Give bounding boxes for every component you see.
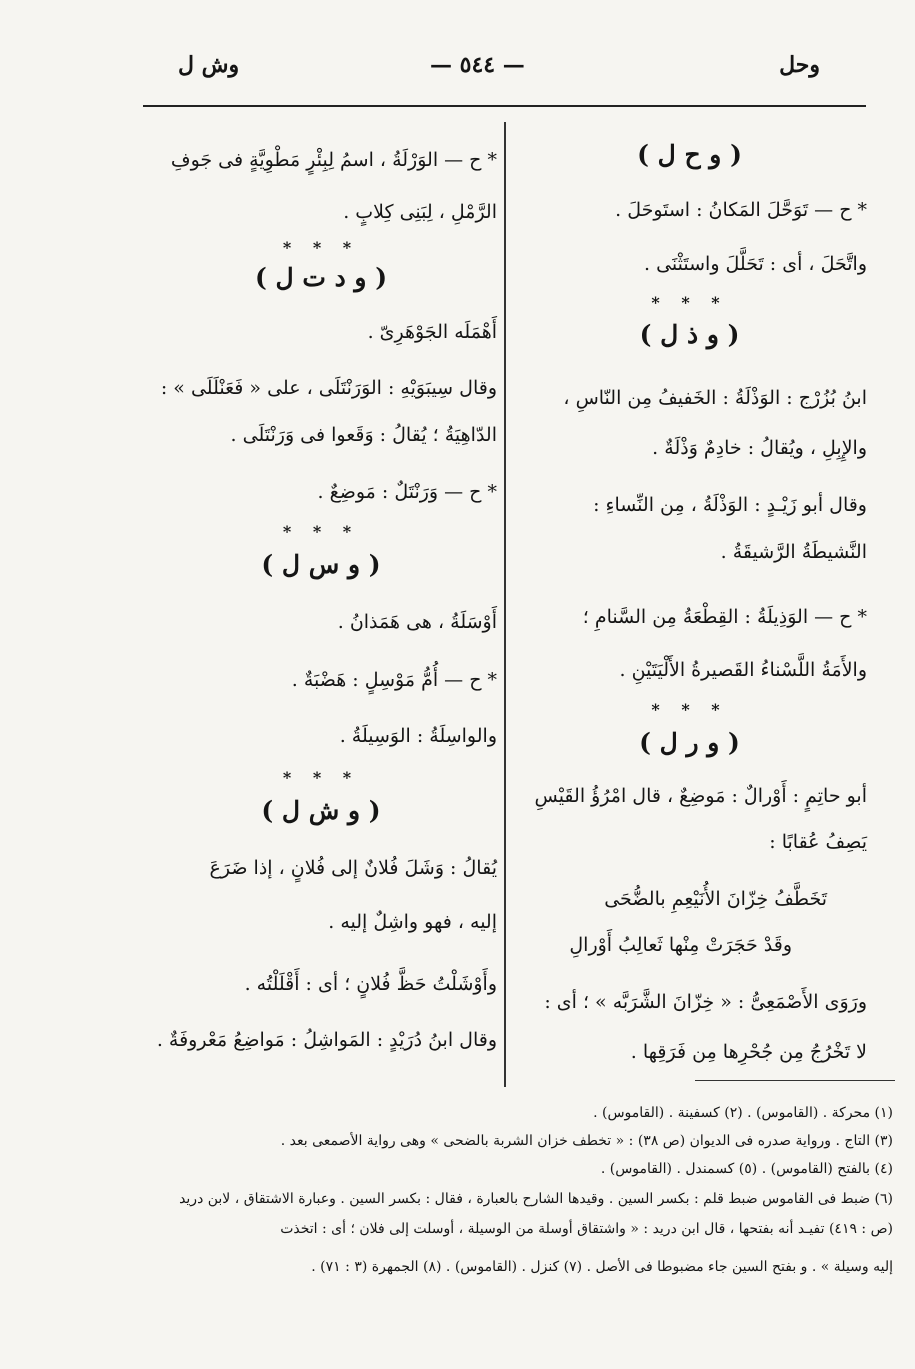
column-divider bbox=[504, 122, 506, 1087]
section-separator: * * * bbox=[282, 768, 360, 787]
text-line: والأَمَةُ اللَّسْناءُ القَصيرةُ الأَلْيَتَيْنِ . bbox=[619, 659, 867, 681]
page-number: — ٥٤٤ — bbox=[430, 52, 525, 78]
footnote-line: (ص : ٤١٩) تفيـد أنه بفتحها ، قال ابن دريد : « واشتقاق أوسلة من الوسيلة ، أوسلت إلى فلان ؛ أى : اتخذت bbox=[280, 1221, 893, 1237]
footnote-line: (١) محركة . (القاموس) . (٢) كسفينة . (القاموس) . bbox=[593, 1105, 893, 1121]
footnote-line: (٣) التاج . ورواية صدره فى الديوان (ص ٣٨) : « تخطف خزان الشربة بالضحى » وهى رواية الأصمعى بعد . bbox=[280, 1133, 893, 1149]
text-line: إليه ، فهو واشِلٌ إليه . bbox=[328, 911, 497, 933]
entry-title: ( و س ل ) bbox=[261, 550, 381, 579]
footnote-rule bbox=[695, 1080, 895, 1081]
text-line: ورَوَى الأَصْمَعِىُّ : « خِزّانَ الشَّرَبَّه » ؛ أى : bbox=[544, 991, 867, 1013]
text-line: النَّشيطَةُ الرَّشيقَةُ . bbox=[720, 541, 867, 563]
text-line: وأَوْشَلْتُ حَظَّ فُلانٍ ؛ أى : أَقْلَلْتُه . bbox=[244, 973, 497, 995]
entry-title: ( و د ت ل ) bbox=[254, 263, 388, 292]
text-line: واتَّحَلَ ، أى : تَحَلَّلَ واستَثْنَى . bbox=[644, 253, 867, 275]
section-separator: * * * bbox=[651, 293, 728, 312]
text-line: * ح — الوَرْلَةُ ، اسمُ لِبِئْرٍ مَطْوِيَّةٍ فى جَوفِ bbox=[170, 149, 497, 171]
text-line: ابنُ بُزُرْج : الوَذْلَةُ : الخَفيفُ مِن النّاسِ ، bbox=[563, 387, 867, 409]
text-line: * ح — وَرَنْتَلٌ : مَوضِعٌ . bbox=[317, 481, 497, 503]
text-line: الدّاهِيَةُ ؛ يُقالُ : وَقَعوا فى وَرَنْتَلَى . bbox=[230, 424, 497, 446]
text-line: والإِبِلِ ، ويُقالُ : خادِمٌ وَذْلَةٌ . bbox=[652, 437, 867, 459]
verse-hemistich-1: تَخَطَّفُ خِزّانَ الأُنَيْعِمِ بالضُّحَى bbox=[604, 888, 827, 910]
section-separator: * * * bbox=[282, 522, 360, 541]
text-line: وقال ابنُ دُرَيْدٍ : المَواشِلُ : مَواضِعُ مَعْروفَةٌ . bbox=[156, 1029, 497, 1051]
running-head-right: وحل bbox=[779, 52, 820, 78]
text-line: * ح — أُمُّ مَوْسِلٍ : هَضْبَةٌ . bbox=[291, 669, 497, 691]
entry-title: ( و ذ ل ) bbox=[639, 320, 740, 349]
text-line: وقال أبو زَيْـدٍ : الوَذْلَةُ ، مِن النِّساءِ : bbox=[593, 494, 867, 516]
footnote-line: (٤) بالفتح (القاموس) . (٥) كسمندل . (القاموس) . bbox=[600, 1161, 893, 1177]
running-head-left: وش ل bbox=[178, 52, 240, 78]
entry-title: ( و ر ل ) bbox=[639, 728, 740, 757]
text-line: وقال سِيبَوَيْهِ : الوَرَنْتَلَى ، على « فَعَنْلَلَى » : bbox=[160, 377, 497, 399]
verse-hemistich-2: وقَدْ حَجَرَتْ مِنْها ثَعالِبُ أَوْرالِ bbox=[569, 934, 792, 956]
header-rule bbox=[143, 105, 866, 107]
text-line: يُقالُ : وَشَلَ فُلانٌ إلى فُلانٍ ، إذا ضَرَعَ bbox=[209, 857, 497, 879]
text-line: أَهْمَلَه الجَوْهَرِىّ . bbox=[367, 321, 497, 343]
section-separator: * * * bbox=[651, 700, 728, 719]
footnote-line: (٦) ضبط فى القاموس ضبط قلم : بكسر السين . وقيدها الشارح بالعبارة ، فقال : بكسر السين . وعبارة الاشتقاق ، لابن دريد bbox=[179, 1191, 893, 1207]
section-separator: * * * bbox=[282, 238, 360, 257]
entry-title: ( و ح ل ) bbox=[637, 140, 742, 169]
footnote-line: إليه وسيلة » . و بفتح السين جاء مضبوطا فى الأصل . (٧) كنزل . (القاموس) . (٨) الجمهرة (٣ : ٧١) . bbox=[311, 1259, 893, 1275]
text-line: * ح — الوَذِيلَةُ : القِطْعَةُ مِن السَّنامِ ؛ bbox=[582, 606, 867, 628]
entry-title: ( و ش ل ) bbox=[261, 796, 381, 825]
text-line: والواسِلَةُ : الوَسِيلَةُ . bbox=[339, 725, 497, 747]
text-line: * ح — تَوَحَّلَ المَكانُ : استَوحَلَ . bbox=[615, 199, 867, 221]
text-line: يَصِفُ عُقابًا : bbox=[769, 831, 867, 853]
text-line: أبو حاتِمٍ : أَوْرالٌ : مَوضِعٌ ، قال امْرُؤُ القَيْسِ bbox=[534, 785, 867, 807]
text-line: أَوْسَلَةُ ، هى هَمَذانُ . bbox=[337, 611, 497, 633]
text-line: لا تَخْرُجُ مِن جُحْرِها مِن فَرَقِها . bbox=[630, 1041, 867, 1063]
text-line: الرَّمْلِ ، لِبَنِى كِلابٍ . bbox=[343, 201, 497, 223]
